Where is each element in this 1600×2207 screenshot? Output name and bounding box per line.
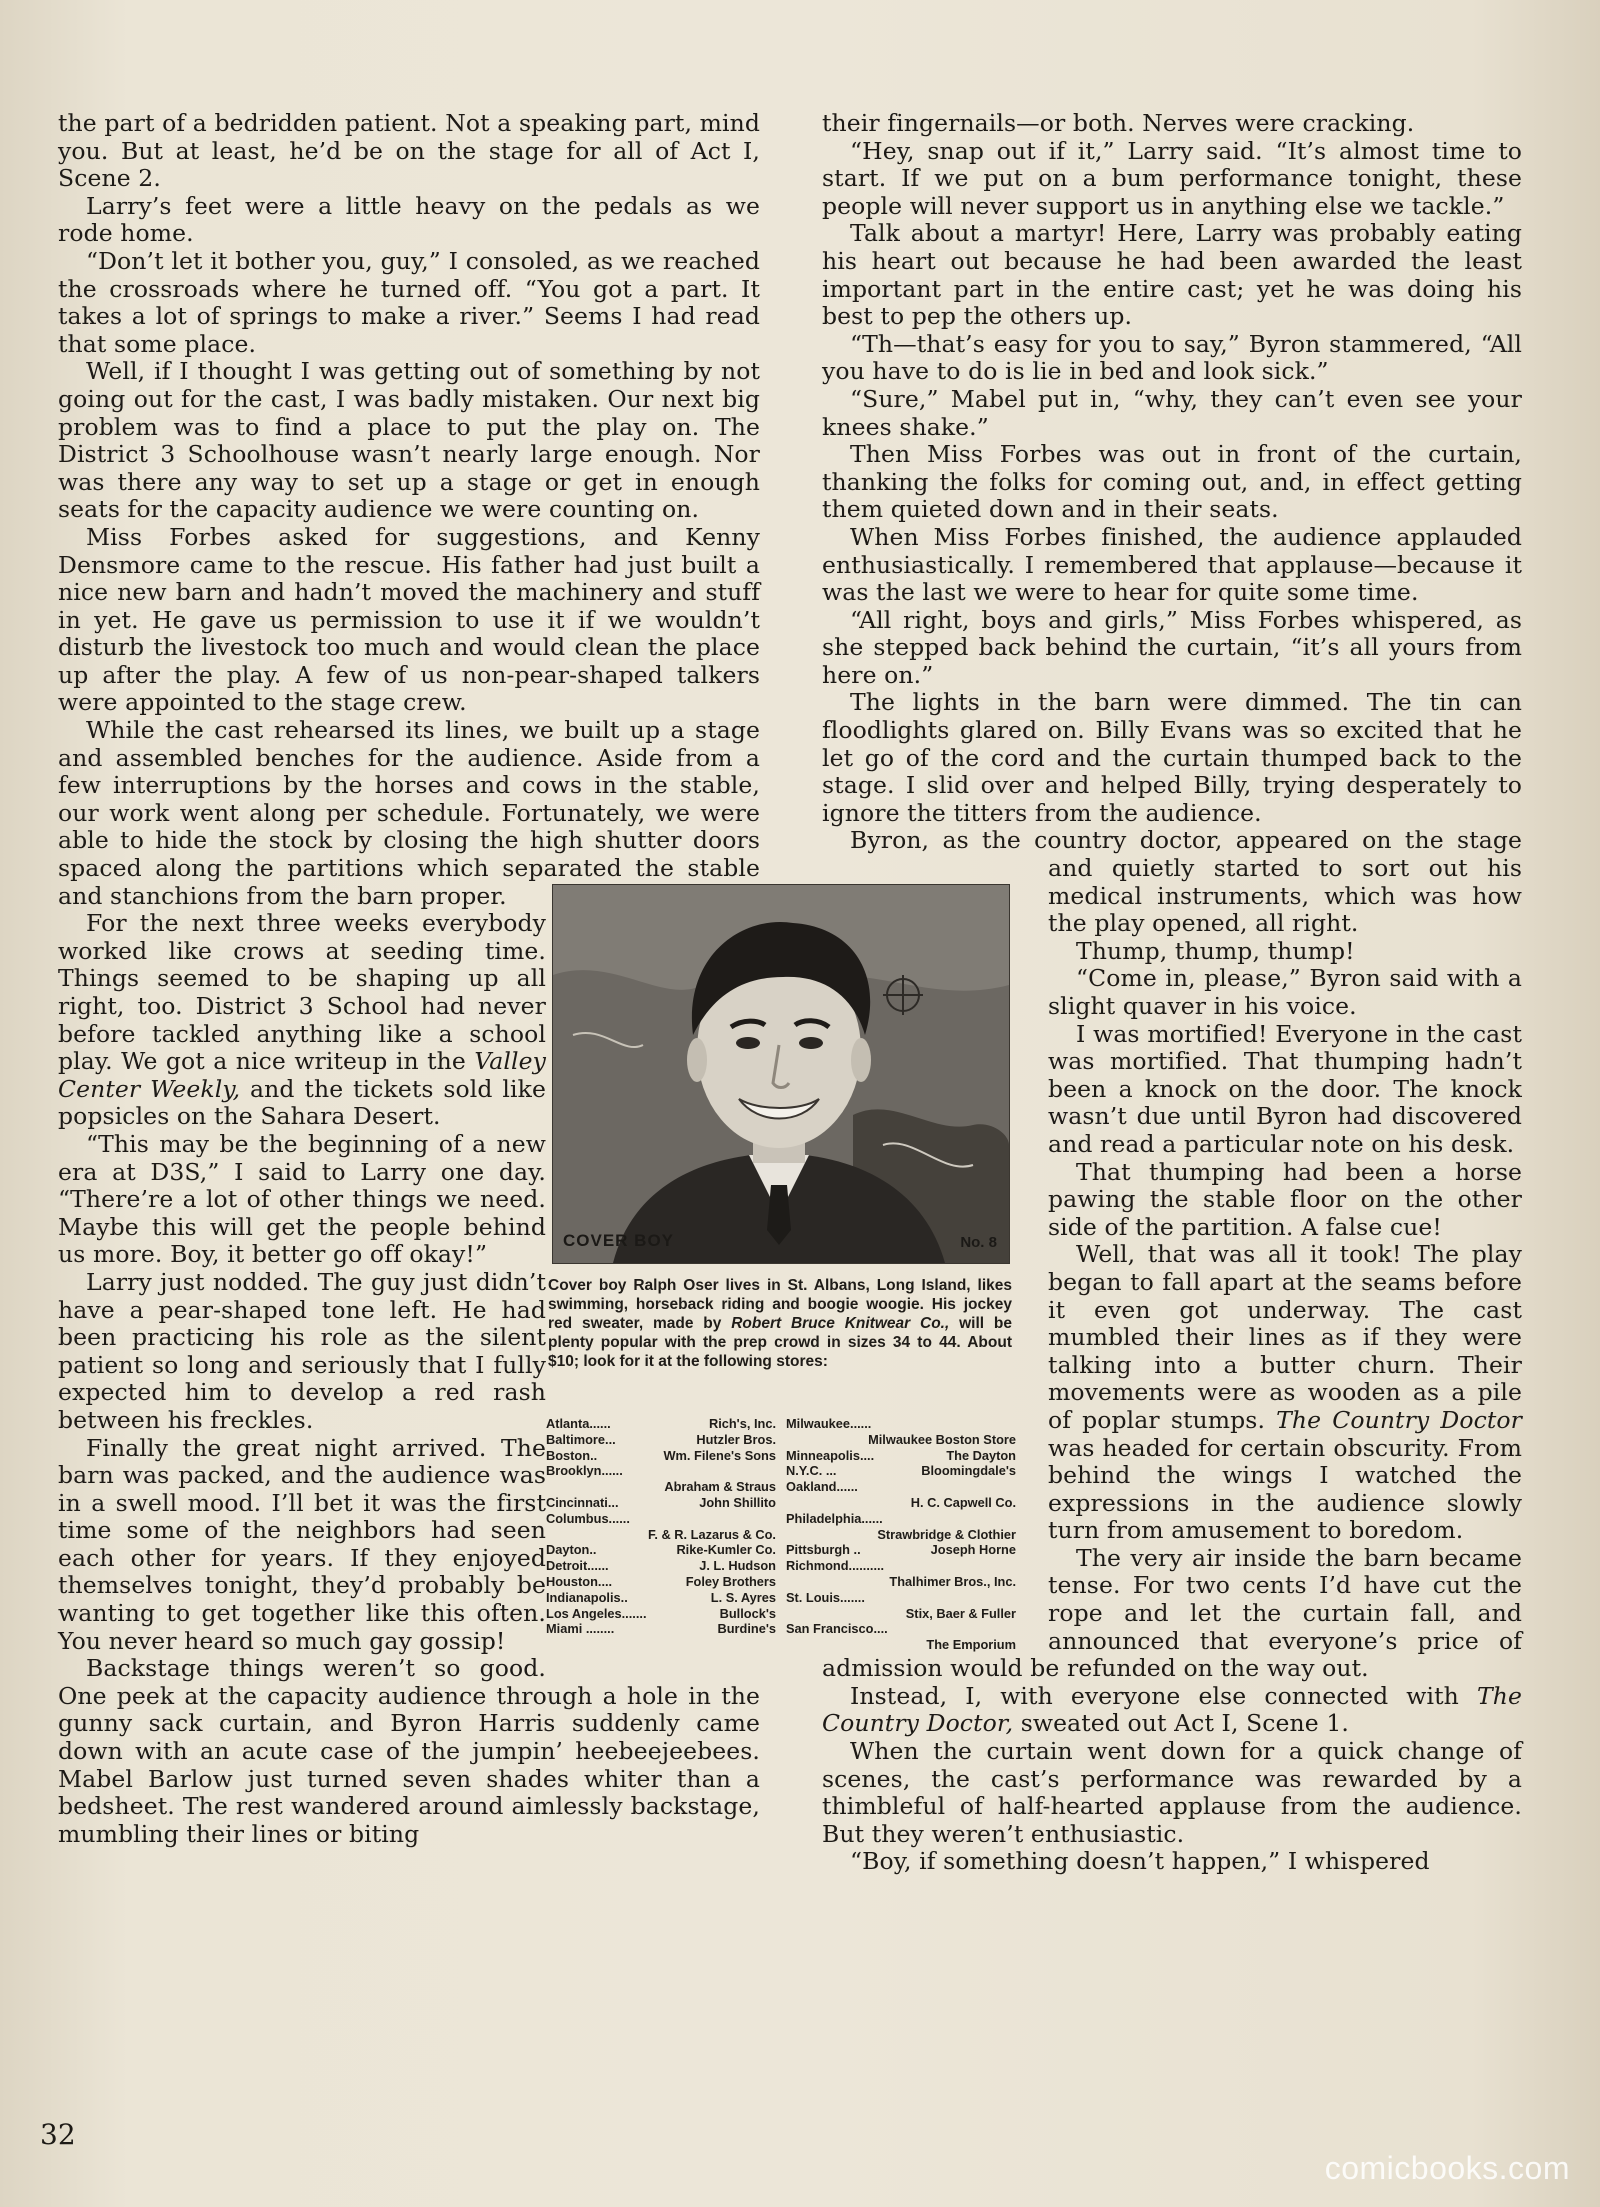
store-city: St. Louis.......: [786, 1589, 865, 1605]
store-name: L. S. Ayres: [710, 1589, 776, 1605]
paragraph: While the cast rehearsed its lines, we built up a stage and assembled benches for the audience. Aside from a few interruptions by the horses and cows in the stable, our work went along per schedule. Fortunately, we were able to hide the stock by closing the high shutter doors spaced along the partitions which separated the stable and stanchions from the barn proper.: [58, 716, 760, 910]
store-city: Milwaukee......: [786, 1416, 872, 1431]
paragraph: Backstage things weren’t so good. One peek at the capacity audience through a hole in the gunny sack curtain, and Byron Harris suddenly came down with an acute case of the jumpin’ heebeejeebees. Mabel Barlow just turned seven shades whiter than a bedsheet. The rest wandered around aimlessly backstage, mumbling their lines or biting: [58, 1654, 760, 1848]
store-city: Oakland......: [786, 1479, 858, 1495]
store-name: H. C. Capwell Co.: [910, 1494, 1016, 1510]
paragraph: “Don’t let it bother you, guy,” I consoled, as we reached the crossroads where he turned off. “You got a part. It takes a lot of springs to make a river.” Seems I had read that some place.: [58, 246, 760, 358]
paragraph: “Th—that’s easy for you to say,” Byron stammered, “All you have to do is lie in bed and look sick.”: [822, 329, 1522, 386]
paragraph: Then Miss Forbes was out in front of the curtain, thanking the folks for coming out, and, in effect getting them quieted down and in their seats.: [822, 440, 1522, 524]
store-entry: [546, 1590, 776, 1606]
page-number: 32: [40, 2118, 76, 2151]
store-city: Los Angeles.......: [546, 1605, 647, 1621]
store-city: Richmond..........: [786, 1558, 885, 1574]
cover-number: No. 8: [960, 1234, 997, 1251]
store-list-left: [546, 1416, 776, 1637]
store-name: John Shillito: [699, 1494, 776, 1510]
store-name: Thalhimer Bros., Inc.: [889, 1573, 1016, 1589]
store-city: Columbus......: [546, 1510, 630, 1526]
store-city: N.Y.C. ...: [786, 1463, 837, 1479]
caption-text: Cover boy Ralph Oser lives in St. Albans, Long Island, likes swimming, horseback riding and boogie woogie. His jockey red sweater, made by: [548, 1277, 1012, 1332]
store-city: Baltimore...: [546, 1431, 616, 1447]
store-entry: [546, 1527, 776, 1543]
store-city: Miami ........: [546, 1621, 615, 1637]
store-entry: [786, 1637, 1016, 1653]
paragraph: That thumping had been a horse pawing the stable floor on the other side of the partition. A false cue!: [1048, 1157, 1522, 1241]
store-city: Detroit......: [546, 1558, 609, 1574]
portrait-illustration: [553, 885, 1009, 1263]
store-city: Pittsburgh ..: [786, 1542, 861, 1558]
store-entry: [786, 1621, 1016, 1637]
paragraph: [822, 1683, 1522, 1738]
store-name: Wm. Filene's Sons: [663, 1447, 776, 1463]
play-title: The Country Doctor: [1276, 1405, 1522, 1434]
photo-caption: [548, 1276, 1012, 1371]
store-entry: [786, 1542, 1016, 1558]
store-name: Foley Brothers: [685, 1573, 776, 1589]
store-entry: [546, 1574, 776, 1590]
store-city: Boston..: [546, 1447, 598, 1463]
store-entry: [546, 1542, 776, 1558]
store-city: San Francisco....: [786, 1621, 888, 1637]
cover-boy-label: COVER BOY: [563, 1231, 675, 1250]
store-entry: [546, 1558, 776, 1574]
store-entry: [786, 1479, 1016, 1495]
store-entry: [786, 1432, 1016, 1448]
paragraph: the part of a bedridden patient. Not a speaking part, mind you. But at least, he’d be on the stage for all of Act I, Scene 2.: [58, 109, 760, 193]
store-entry: [546, 1511, 776, 1527]
store-name: Bullock's: [719, 1605, 776, 1621]
store-entry: [786, 1448, 1016, 1464]
store-name: Abraham & Straus: [664, 1479, 776, 1495]
paragraph: I was mortified! Everyone in the cast was mortified. That thumping hadn’t been a knock on the door. The knock wasn’t due until Byron had discovered and read a particular note on his desk.: [1048, 1019, 1522, 1158]
store-entry: [786, 1511, 1016, 1527]
store-city: Dayton..: [546, 1542, 597, 1558]
paragraph: their fingernails—or both. Nerves were cracking.: [822, 109, 1415, 137]
store-city: Philadelphia......: [786, 1510, 883, 1526]
store-entry: [786, 1416, 1016, 1432]
store-entry: [546, 1448, 776, 1464]
store-entry: [786, 1606, 1016, 1622]
text-span: For the next three weeks everybody worked like crows at seeding time. Things seemed to be shaping up all right, too. District 3 School had never before tackled anything like a school play. We got a nice writeup in the: [58, 909, 546, 1076]
store-entry: [786, 1527, 1016, 1543]
store-entry: [546, 1463, 776, 1479]
paragraph: “Come in, please,” Byron said with a slight quaver in his voice.: [1048, 964, 1522, 1020]
store-city: Indianapolis..: [546, 1589, 628, 1605]
store-name: The Emporium: [926, 1637, 1016, 1653]
store-name: Bloomingdale's: [921, 1463, 1016, 1479]
store-name: Milwaukee Boston Store: [868, 1431, 1016, 1447]
paragraph: Thump, thump, thump!: [1076, 936, 1355, 965]
store-entry: [786, 1463, 1016, 1479]
text-span: and the tickets sold like popsicles on the Sahara Desert.: [58, 1074, 546, 1131]
store-entry: [546, 1432, 776, 1448]
caption-text: will be plenty popular with the prep crowd in sizes 34 to 44. About $10; look for it at the following stores:: [548, 1315, 1012, 1370]
store-entry: [786, 1574, 1016, 1590]
store-name: Stix, Baer & Fuller: [905, 1605, 1016, 1621]
text-span: Instead, I, with everyone else connected with: [850, 1681, 1477, 1710]
text-span: Well, that was all it took! The play began to fall apart at the seams before it even got underway. The cast mumbled their lines as if they were talking into a butter churn. Their movements were as wooden as a pile of poplar stumps.: [1048, 1240, 1522, 1434]
store-city: Brooklyn......: [546, 1463, 623, 1479]
store-entry: [546, 1479, 776, 1495]
paragraph: “Boy, if something doesn’t happen,” I whispered: [850, 1847, 1430, 1876]
store-entry: [786, 1495, 1016, 1511]
paragraph: “All right, boys and girls,” Miss Forbes whispered, as she stepped back behind the curtain, “it’s all yours from here on.”: [822, 605, 1522, 689]
store-name: Hutzler Bros.: [696, 1431, 776, 1447]
store-name: Rich's, Inc.: [708, 1416, 776, 1431]
text-span: was headed for certain obscurity. From behind the wings I watched the expressions in the audience slowly turn from amusement to boredom.: [1048, 1433, 1522, 1545]
store-entry: [546, 1495, 776, 1511]
store-city: Cincinnati...: [546, 1494, 619, 1510]
store-list-right: [786, 1416, 1016, 1653]
paragraph: “This may be the beginning of a new era at D3S,” I said to Larry one day. “There’re a lot of other things we need. Maybe this will get the people behind us more. Boy, it better go off okay!”: [58, 1129, 546, 1269]
store-city: Atlanta......: [546, 1416, 611, 1431]
play-title: The Country Doctor,: [822, 1681, 1522, 1738]
store-name: Burdine's: [717, 1621, 776, 1637]
paragraph: “Sure,” Mabel put in, “why, they can’t even see your knees shake.”: [822, 384, 1522, 441]
paragraph: When Miss Forbes finished, the audience applauded enthusiastically. I remembered that applause—because it was the last we were to hear for quite some time.: [822, 522, 1522, 607]
store-name: The Dayton: [946, 1447, 1016, 1463]
paragraph: Talk about a martyr! Here, Larry was probably eating his heart out because he had been awarded the least important part in the entire cast; yet he was doing his best to pep the others up.: [822, 219, 1522, 331]
store-city: Houston....: [546, 1573, 613, 1589]
store-name: F. & R. Lazarus & Co.: [648, 1526, 776, 1542]
cover-boy-photo: [552, 884, 1010, 1264]
store-city: Minneapolis....: [786, 1447, 875, 1463]
store-name: J. L. Hudson: [699, 1558, 776, 1574]
store-entry: [546, 1606, 776, 1622]
store-entry: [786, 1590, 1016, 1606]
paragraph: The very air inside the barn became tense. For two cents I’d have cut the rope and let the curtain fall, and announced that everyone’s price of admission would be refunded on the way out.: [822, 1543, 1522, 1683]
paragraph: Larry just nodded. The guy just didn’t have a pear-shaped tone left. He had been practicing his role as the silent patient so long and seriously that I fully expected him to develop a red rash between his freckles.: [58, 1267, 546, 1434]
paragraph: Larry’s feet were a little heavy on the pedals as we rode home.: [58, 191, 760, 248]
store-name: Rike-Kumler Co.: [676, 1542, 776, 1558]
store-entry: [786, 1558, 1016, 1574]
store-entry: [546, 1416, 776, 1432]
store-entry: [546, 1621, 776, 1637]
store-name: Strawbridge & Clothier: [877, 1526, 1016, 1542]
paragraph: Miss Forbes asked for suggestions, and Kenny Densmore came to the rescue. His father had just built a nice new barn and hadn’t moved the machinery and stuff in yet. He gave us permission to use it if we wouldn’t disturb the livestock too much and would clean the place up after the play. A few of us non-pear-shaped talkers were appointed to the stage crew.: [58, 522, 760, 717]
paragraph: Well, if I thought I was getting out of something by not going out for the cast, I was badly mistaken. Our next big problem was to find a place to put the play on. The District 3 Schoolhouse wasn’t nearly large enough. Nor was there any way to set up a stage or get in enough seats for the capacity audience we were counting on.: [58, 357, 760, 524]
caption-brand: Robert Bruce Knitwear Co.,: [731, 1315, 950, 1332]
paragraph: The lights in the barn were dimmed. The tin can floodlights glared on. Billy Evans was so excited that he let go of the cord and the curtain thumped back to the stage. I slid over and helped Billy, trying desperately to ignore the titters from the audience.: [822, 688, 1522, 827]
paragraph: When the curtain went down for a quick change of scenes, the cast’s performance was rewarded by a thimbleful of half-hearted applause from the audience. But they weren’t enthusiastic.: [822, 1737, 1522, 1848]
watermark: comicbooks.com: [1324, 2150, 1570, 2186]
paragraph: Byron, as the country doctor, appeared on the stage and quietly started to sort out his medical instruments, which was how the play opened, all right.: [850, 826, 1522, 938]
paragraph: “Hey, snap out if it,” Larry said. “It’s almost time to start. If we put on a bum performance tonight, these people will never support us in anything else we tackle.”: [822, 136, 1522, 220]
paragraph: Finally the great night arrived. The barn was packed, and the audience was in a swell mood. I’ll bet it was the first time some of the neighbors had seen each other for years. If they enjoyed themselves tonight, they’d probably be wanting to get together like this often. You never heard so much gay gossip!: [58, 1433, 546, 1655]
text-span: sweated out Act I, Scene 1.: [1013, 1709, 1349, 1738]
store-name: Joseph Horne: [930, 1542, 1016, 1558]
publication-title: Valley Center Weekly,: [58, 1047, 546, 1103]
